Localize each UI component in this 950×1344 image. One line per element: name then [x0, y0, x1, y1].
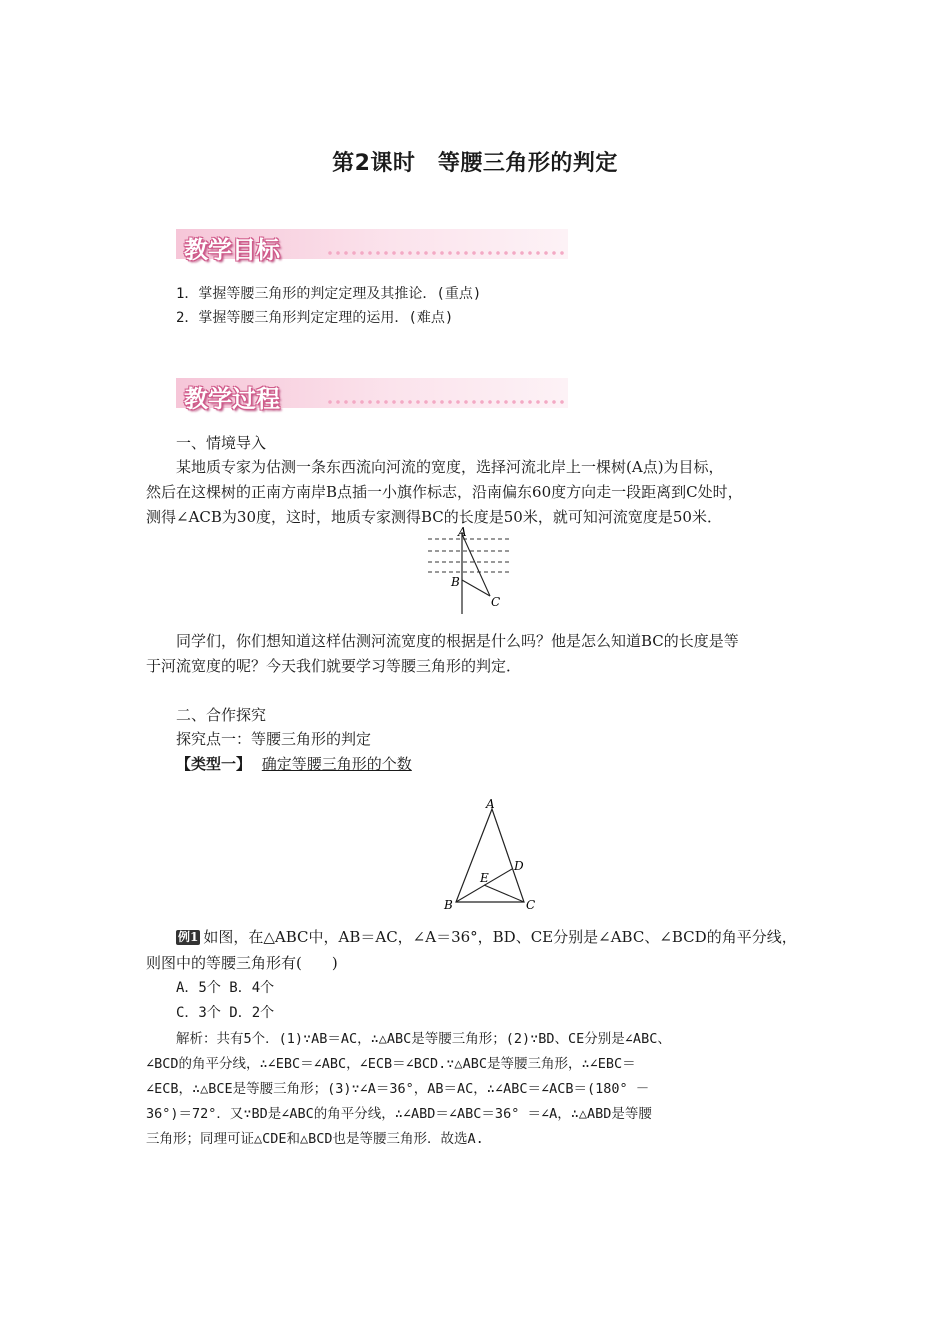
point-label-E: E	[480, 871, 489, 885]
point-label-A: A	[486, 797, 495, 811]
bisector-CE	[484, 885, 524, 902]
type-heading	[176, 752, 412, 776]
banner-dots	[326, 250, 566, 256]
paragraph-line: 于河流宽度的呢？今天我们就要学习等腰三角形的判定．	[146, 657, 522, 675]
section-banner-goals	[176, 229, 568, 264]
paragraph-line: 测得∠ACB为30度，这时，地质专家测得BC的长度是50米，就可知河流宽度是50米．	[146, 508, 722, 526]
paragraph-line: 同学们，你们想知道这样估测河流宽度的根据是什么吗？他是怎么知道BC的长度是等	[176, 632, 739, 650]
type-title: 确定等腰三角形的个数	[261, 755, 412, 773]
river-lines	[428, 539, 512, 572]
example-badge: 例1	[178, 930, 199, 944]
options-line: C．3个 D．2个	[176, 1005, 275, 1021]
banner-dots	[326, 399, 566, 405]
type-tag: 【类型一】	[176, 755, 252, 773]
solution-line: ∠BCD的角平分线，∴∠EBC＝∠ABC，∠ECB＝∠BCD.∵△ABC是等腰三角形，∴∠EBC＝	[146, 1056, 636, 1072]
explore-point: 探究点一：等腰三角形的判定	[176, 730, 372, 748]
example-line	[176, 925, 797, 949]
banner-goals-label: 教学目标	[184, 236, 280, 264]
point-label-C: C	[491, 595, 501, 609]
goal-item: 1．掌握等腰三角形的判定定理及其推论．(重点)	[176, 286, 482, 302]
solution-line: 36°)＝72°．又∵BD是∠ABC的角平分线，∴∠ABD＝∠ABC＝36° ＝∠A，∴△ABD是等腰	[146, 1106, 652, 1122]
banner-process-label: 教学过程	[184, 385, 280, 413]
paragraph-line: 某地质专家为估测一条东西流向河流的宽度，选择河流北岸上一棵树(A点)为目标，	[176, 458, 724, 476]
point-label-A: A	[458, 525, 467, 539]
point-label-C: C	[526, 898, 536, 912]
paragraph-line: 然后在这棵树的正南方南岸B点插一小旗作标志，沿南偏东60度方向走一段距离到C处时，	[146, 483, 743, 501]
triangle-figure	[440, 795, 550, 915]
point-label-B: B	[444, 898, 453, 912]
segment-AC	[462, 534, 490, 596]
point-label-B: B	[451, 575, 460, 589]
solution-line: 解析：共有5个．(1)∵AB＝AC，∴△ABC是等腰三角形；(2)∵BD、CE分别是∠ABC、	[176, 1031, 671, 1047]
point-label-D: D	[514, 859, 524, 873]
section-heading: 一、情境导入	[176, 434, 267, 452]
solution-line: ∠ECB，∴△BCE是等腰三角形；(3)∵∠A＝36°，AB＝AC，∴∠ABC＝∠ACB＝(180° －	[146, 1081, 650, 1097]
goal-item: 2．掌握等腰三角形判定定理的运用．(难点)	[176, 310, 454, 326]
example-text: 如图，在△ABC中，AB＝AC，∠A＝36°，BD、CE分别是∠ABC、∠BCD的角平分线，	[203, 928, 797, 946]
solution-line: 三角形；同理可证△CDE和△BCD也是等腰三角形．故选A.	[146, 1131, 484, 1147]
paragraph-line: 则图中的等腰三角形有( )	[146, 954, 338, 972]
section-banner-process	[176, 378, 568, 413]
river-figure	[420, 524, 520, 616]
options-line: A．5个 B．4个	[176, 980, 275, 996]
section-heading: 二、合作探究	[176, 706, 267, 724]
page-title: 第2课时 等腰三角形的判定	[332, 151, 618, 176]
